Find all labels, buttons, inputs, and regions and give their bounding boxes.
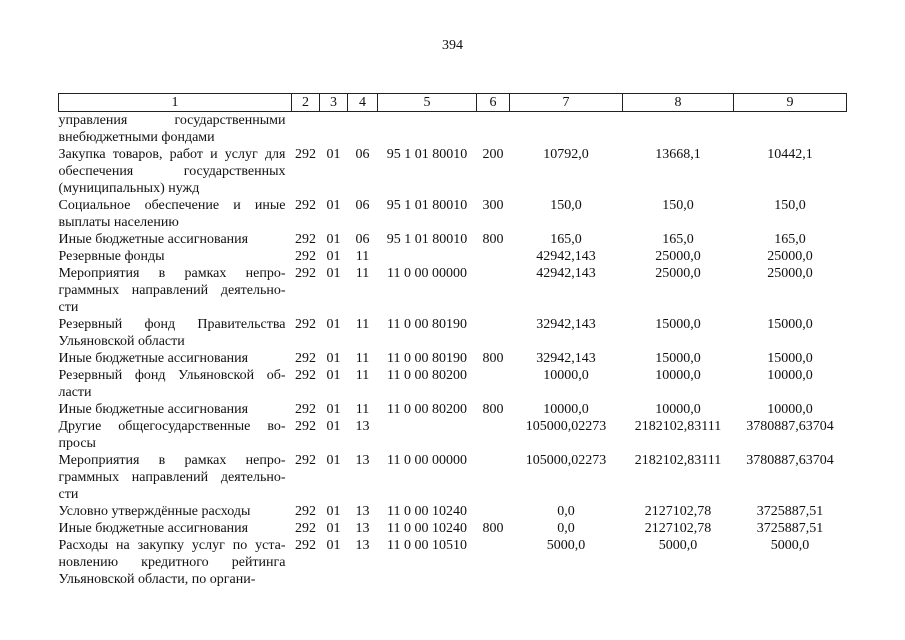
row-name-line: управления государственными bbox=[58, 113, 286, 128]
table-row bbox=[59, 418, 847, 452]
section-code: 01 bbox=[326, 249, 341, 264]
row-name-line: граммных направлений деятельно- bbox=[58, 283, 286, 298]
row-name-line: Ульяновской области bbox=[58, 334, 185, 349]
section-code: 01 bbox=[326, 538, 341, 553]
row-name bbox=[59, 248, 292, 265]
row-name-line: ласти bbox=[58, 385, 92, 400]
table-row bbox=[59, 452, 847, 503]
expense-type-code bbox=[477, 316, 510, 350]
amount-year-2: 150,0 bbox=[662, 198, 694, 213]
budget-table bbox=[58, 93, 847, 588]
target-article-code: 11 0 00 80190 bbox=[387, 317, 467, 332]
expense-type-code: 800 bbox=[482, 351, 504, 366]
amount-year-2: 10000,0 bbox=[655, 368, 701, 383]
chapter-code: 292 bbox=[295, 198, 316, 213]
chapter-code: 292 bbox=[295, 147, 316, 162]
row-name-line: Иные бюджетные ассигнования bbox=[58, 402, 249, 417]
amount-year-2: 2127102,78 bbox=[644, 504, 712, 519]
column-header-6: 6 bbox=[477, 94, 510, 112]
amount-year-3: 15000,0 bbox=[767, 351, 813, 366]
row-name-line: Мероприятия в рамках непро- bbox=[58, 266, 286, 281]
amount-year-1: 5000,0 bbox=[546, 538, 586, 553]
row-name-line: Ульяновской области, по органи- bbox=[58, 572, 256, 587]
amount-year-3: 5000,0 bbox=[770, 538, 810, 553]
amount-year-2: 165,0 bbox=[662, 232, 694, 247]
amount-year-1: 105000,02273 bbox=[525, 419, 607, 434]
amount-year-1: 32942,143 bbox=[536, 317, 596, 332]
table-row bbox=[59, 367, 847, 401]
subsection-code: 13 bbox=[355, 453, 370, 468]
table-header-row bbox=[59, 94, 847, 112]
row-name bbox=[59, 112, 292, 147]
chapter-code: 292 bbox=[295, 368, 316, 383]
amount-year-3: 10442,1 bbox=[767, 147, 813, 162]
column-header-8: 8 bbox=[623, 94, 734, 112]
row-name-line: Резервные фонды bbox=[58, 249, 165, 264]
section-code: 01 bbox=[326, 402, 341, 417]
expense-type-code bbox=[477, 248, 510, 265]
amount-year-1: 10000,0 bbox=[543, 368, 589, 383]
amount-year-3 bbox=[734, 112, 847, 147]
chapter-code: 292 bbox=[295, 402, 316, 417]
row-name-line: Закупка товаров, работ и услуг для bbox=[58, 147, 286, 162]
target-article-code: 11 0 00 00000 bbox=[387, 266, 467, 281]
row-name bbox=[59, 197, 292, 231]
column-header-2: 2 bbox=[292, 94, 320, 112]
subsection-code: 11 bbox=[355, 402, 370, 417]
subsection-code: 11 bbox=[355, 317, 370, 332]
amount-year-2: 25000,0 bbox=[655, 249, 701, 264]
row-name-line: внебюджетными фондами bbox=[58, 130, 215, 145]
subsection-code: 13 bbox=[355, 521, 370, 536]
row-name-line: просы bbox=[58, 436, 96, 451]
section-code: 01 bbox=[326, 232, 341, 247]
amount-year-1: 105000,02273 bbox=[525, 453, 607, 468]
amount-year-2: 15000,0 bbox=[655, 351, 701, 366]
amount-year-2: 2127102,78 bbox=[644, 521, 712, 536]
section-code: 01 bbox=[326, 419, 341, 434]
amount-year-2: 25000,0 bbox=[655, 266, 701, 281]
chapter-code: 292 bbox=[295, 317, 316, 332]
subsection-code: 06 bbox=[355, 147, 370, 162]
table-row bbox=[59, 146, 847, 197]
section-code bbox=[320, 112, 348, 147]
chapter-code: 292 bbox=[295, 232, 316, 247]
table-row bbox=[59, 248, 847, 265]
row-name-line: Другие общегосударственные во- bbox=[58, 419, 286, 434]
table-body bbox=[59, 112, 847, 589]
target-article-code: 11 0 00 80200 bbox=[387, 368, 467, 383]
chapter-code: 292 bbox=[295, 419, 316, 434]
target-article-code: 11 0 00 00000 bbox=[387, 453, 467, 468]
amount-year-2: 2182102,83111 bbox=[634, 453, 722, 468]
row-name-line: Резервный фонд Правительства bbox=[58, 317, 286, 332]
subsection-code: 11 bbox=[355, 266, 370, 281]
row-name-line: сти bbox=[58, 487, 79, 502]
amount-year-1: 0,0 bbox=[557, 504, 575, 519]
row-name-line: новлению кредитного рейтинга bbox=[58, 555, 286, 570]
row-name-line: (муниципальных) нужд bbox=[58, 181, 200, 196]
row-name-line: выплаты населению bbox=[58, 215, 179, 230]
chapter-code: 292 bbox=[295, 538, 316, 553]
amount-year-3: 3780887,63704 bbox=[746, 453, 834, 468]
subsection-code: 13 bbox=[355, 538, 370, 553]
subsection-code: 13 bbox=[355, 504, 370, 519]
row-name bbox=[59, 503, 292, 520]
section-code: 01 bbox=[326, 317, 341, 332]
row-name-line: Социальное обеспечение и иные bbox=[58, 198, 286, 213]
page-number: 394 bbox=[442, 38, 463, 53]
amount-year-2: 13668,1 bbox=[655, 147, 701, 162]
row-name-line: Резервный фонд Ульяновской об- bbox=[58, 368, 286, 383]
chapter-code bbox=[292, 112, 320, 147]
subsection-code: 06 bbox=[355, 198, 370, 213]
row-name bbox=[59, 401, 292, 418]
amount-year-1: 165,0 bbox=[550, 232, 582, 247]
expense-type-code bbox=[477, 537, 510, 588]
subsection-code: 13 bbox=[355, 419, 370, 434]
row-name bbox=[59, 350, 292, 367]
section-code: 01 bbox=[326, 147, 341, 162]
row-name-line: Иные бюджетные ассигнования bbox=[58, 232, 249, 247]
chapter-code: 292 bbox=[295, 521, 316, 536]
amount-year-2: 15000,0 bbox=[655, 317, 701, 332]
target-article-code: 11 0 00 80200 bbox=[387, 402, 467, 417]
chapter-code: 292 bbox=[295, 504, 316, 519]
row-name-line: сти bbox=[58, 300, 79, 315]
target-article-code: 11 0 00 10510 bbox=[387, 538, 467, 553]
target-article-code: 95 1 01 80010 bbox=[386, 232, 468, 247]
row-name-line: Расходы на закупку услуг по уста- bbox=[58, 538, 286, 553]
amount-year-3: 10000,0 bbox=[767, 368, 813, 383]
expense-type-code: 800 bbox=[482, 232, 504, 247]
amount-year-1: 150,0 bbox=[550, 198, 582, 213]
amount-year-3: 10000,0 bbox=[767, 402, 813, 417]
expense-type-code bbox=[477, 452, 510, 503]
row-name bbox=[59, 520, 292, 537]
section-code: 01 bbox=[326, 351, 341, 366]
subsection-code: 06 bbox=[355, 232, 370, 247]
amount-year-2: 10000,0 bbox=[655, 402, 701, 417]
row-name bbox=[59, 537, 292, 588]
section-code: 01 bbox=[326, 504, 341, 519]
subsection-code: 11 bbox=[355, 351, 370, 366]
amount-year-2: 2182102,83111 bbox=[634, 419, 722, 434]
row-name-line: Иные бюджетные ассигнования bbox=[58, 521, 249, 536]
table-row bbox=[59, 197, 847, 231]
table-row bbox=[59, 401, 847, 418]
amount-year-1: 10000,0 bbox=[543, 402, 589, 417]
row-name-line: Иные бюджетные ассигнования bbox=[58, 351, 249, 366]
row-name bbox=[59, 265, 292, 316]
amount-year-2 bbox=[623, 112, 734, 147]
target-article-code: 11 0 00 10240 bbox=[387, 504, 467, 519]
expense-type-code bbox=[477, 367, 510, 401]
target-article-code: 11 0 00 10240 bbox=[387, 521, 467, 536]
table-row bbox=[59, 537, 847, 588]
column-header-1: 1 bbox=[59, 94, 292, 112]
row-name bbox=[59, 452, 292, 503]
column-header-5: 5 bbox=[378, 94, 477, 112]
amount-year-3: 25000,0 bbox=[767, 249, 813, 264]
table-row bbox=[59, 350, 847, 367]
row-name-line: Условно утверждённые расходы bbox=[58, 504, 251, 519]
table-row bbox=[59, 231, 847, 248]
section-code: 01 bbox=[326, 198, 341, 213]
amount-year-1 bbox=[510, 112, 623, 147]
amount-year-3: 15000,0 bbox=[767, 317, 813, 332]
amount-year-3: 25000,0 bbox=[767, 266, 813, 281]
target-article-code bbox=[378, 112, 477, 147]
target-article-code bbox=[378, 248, 477, 265]
amount-year-1: 10792,0 bbox=[543, 147, 589, 162]
amount-year-3: 150,0 bbox=[774, 198, 806, 213]
expense-type-code bbox=[477, 503, 510, 520]
table-row bbox=[59, 503, 847, 520]
chapter-code: 292 bbox=[295, 453, 316, 468]
target-article-code bbox=[378, 418, 477, 452]
column-header-7: 7 bbox=[510, 94, 623, 112]
subsection-code: 11 bbox=[355, 368, 370, 383]
amount-year-3: 3780887,63704 bbox=[746, 419, 834, 434]
target-article-code: 11 0 00 80190 bbox=[387, 351, 467, 366]
row-name bbox=[59, 146, 292, 197]
row-name-line: Мероприятия в рамках непро- bbox=[58, 453, 286, 468]
amount-year-3: 165,0 bbox=[774, 232, 806, 247]
amount-year-1: 0,0 bbox=[557, 521, 575, 536]
section-code: 01 bbox=[326, 453, 341, 468]
row-name-line: граммных направлений деятельно- bbox=[58, 470, 286, 485]
section-code: 01 bbox=[326, 521, 341, 536]
expense-type-code bbox=[477, 265, 510, 316]
expense-type-code bbox=[477, 418, 510, 452]
expense-type-code: 200 bbox=[482, 147, 504, 162]
subsection-code: 11 bbox=[355, 249, 370, 264]
column-header-3: 3 bbox=[320, 94, 348, 112]
target-article-code: 95 1 01 80010 bbox=[386, 147, 468, 162]
table-row bbox=[59, 316, 847, 350]
section-code: 01 bbox=[326, 368, 341, 383]
amount-year-2: 5000,0 bbox=[658, 538, 698, 553]
table-row bbox=[59, 112, 847, 147]
expense-type-code: 800 bbox=[482, 402, 504, 417]
amount-year-1: 42942,143 bbox=[536, 266, 596, 281]
target-article-code: 95 1 01 80010 bbox=[386, 198, 468, 213]
amount-year-3: 3725887,51 bbox=[756, 504, 824, 519]
row-name bbox=[59, 231, 292, 248]
row-name bbox=[59, 367, 292, 401]
row-name bbox=[59, 418, 292, 452]
chapter-code: 292 bbox=[295, 351, 316, 366]
expense-type-code: 800 bbox=[482, 521, 504, 536]
column-header-4: 4 bbox=[348, 94, 378, 112]
chapter-code: 292 bbox=[295, 266, 316, 281]
table-row bbox=[59, 265, 847, 316]
amount-year-1: 32942,143 bbox=[536, 351, 596, 366]
subsection-code bbox=[348, 112, 378, 147]
row-name-line: обеспечения государственных bbox=[58, 164, 286, 179]
section-code: 01 bbox=[326, 266, 341, 281]
chapter-code: 292 bbox=[295, 249, 316, 264]
expense-type-code bbox=[477, 112, 510, 147]
row-name bbox=[59, 316, 292, 350]
table-row bbox=[59, 520, 847, 537]
amount-year-3: 3725887,51 bbox=[756, 521, 824, 536]
amount-year-1: 42942,143 bbox=[536, 249, 596, 264]
expense-type-code: 300 bbox=[482, 198, 504, 213]
column-header-9: 9 bbox=[734, 94, 847, 112]
